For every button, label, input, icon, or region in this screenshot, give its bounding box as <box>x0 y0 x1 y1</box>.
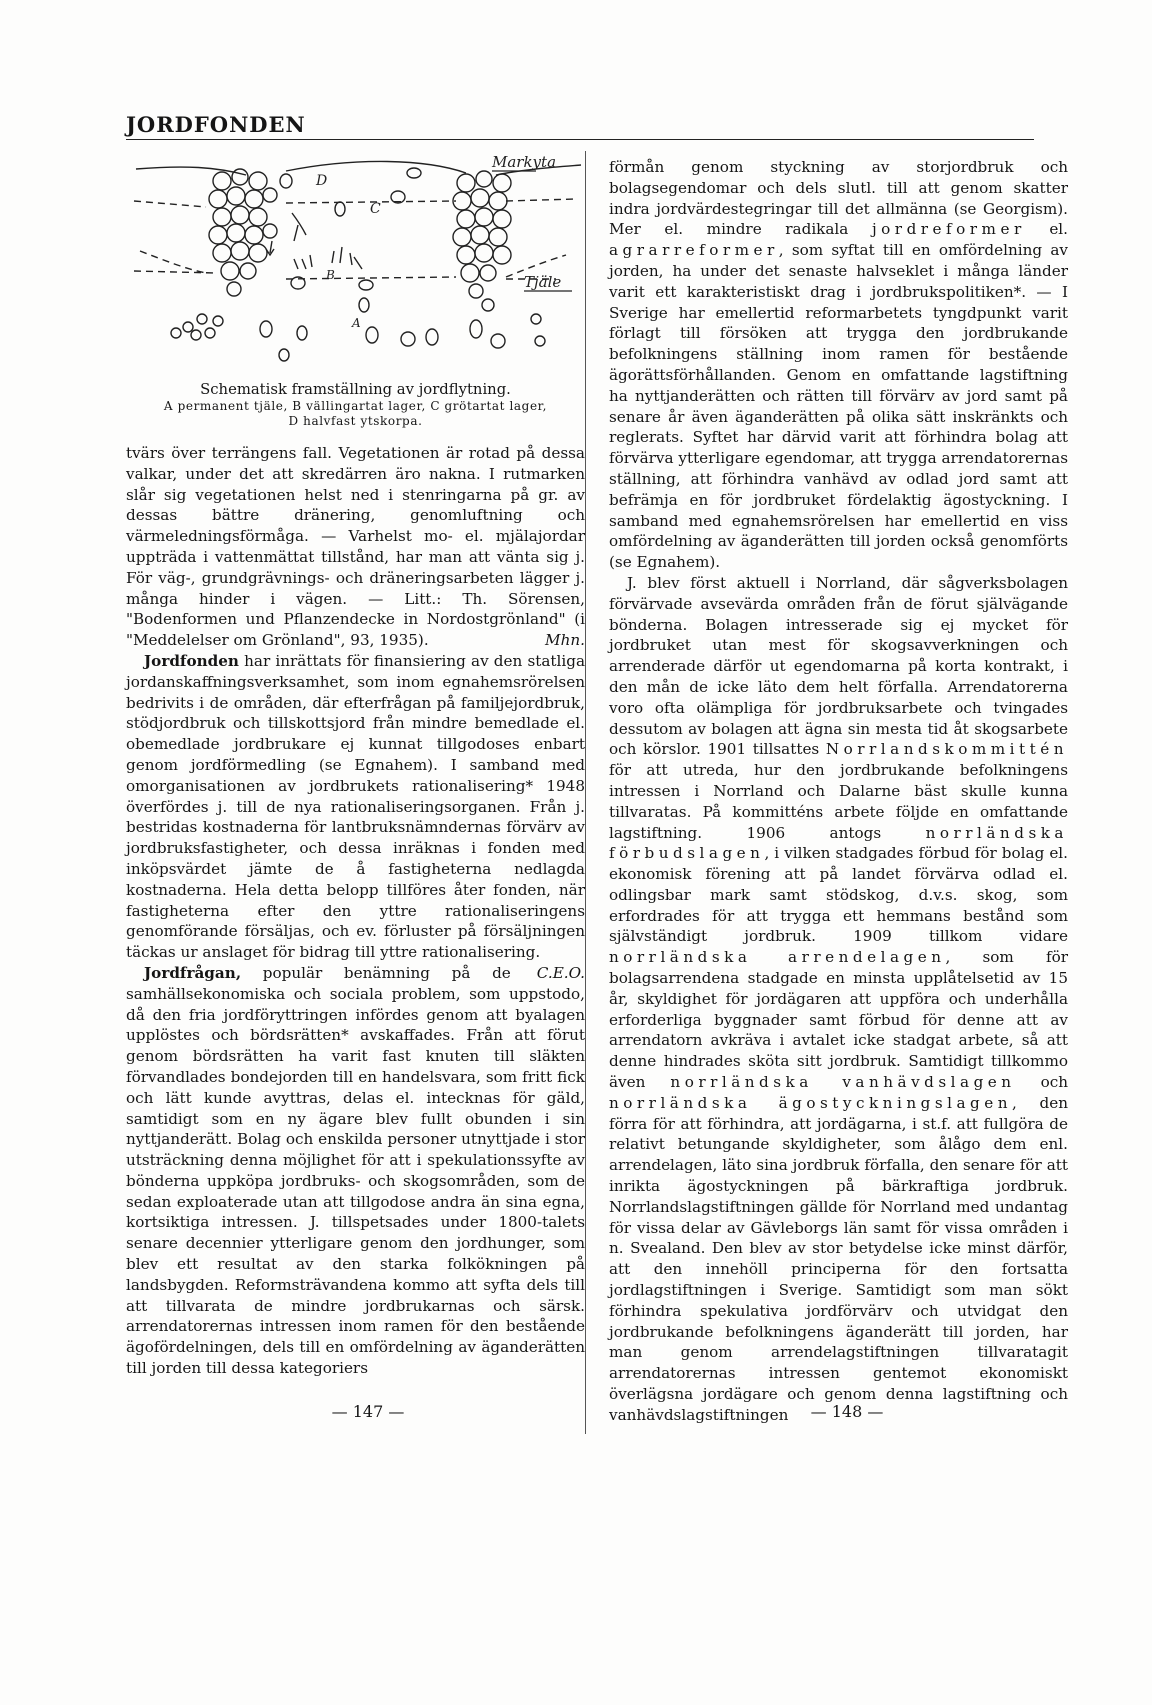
text-segment: J. blev först aktuell i Norrland, där sågverksbolagen förvärvade avsevärda områden från de förut självägande bönderna. Bolagen intresserade sig ej mycket för jordbruket utan mest för skogsavverkningen och arrenderade därför ut egendomarna på korta kontrakt, i den mån de icke läto dem helt förfalla. Arrendatorerna voro ofta olämpliga för jordbruksarbete och tvingades dessutom av bolagen att ägna sin mesta tid åt skogsarbete och körslor. 1901 tillsattes <box>609 573 1068 759</box>
spaced-term: jordreformer <box>871 220 1026 239</box>
spaced-term: Norrlandskommittén <box>825 740 1068 759</box>
jordfonden-title: Jordfonden <box>144 651 239 670</box>
page-number-right: — 148 — <box>810 1402 884 1421</box>
jordflytning-continuation <box>126 443 585 651</box>
jordflytning-figure <box>126 151 585 377</box>
label-markyta: Markyta <box>492 153 557 171</box>
text-segment: , som syftat till en omfördelning av jorden, ha under det senaste halvseklet i många länder varit ett karakteristiskt drag i jordbrukspolitiken*. — I Sverige har emellertid reformarbetets tyngdpunkt varit förlagt till försöken att trygga den jordbrukande befolkningens ställning inom ramen för bestående ägorättsförhållanden. Genom en omfattande lagstiftning ha nyttjanderätten och rätten till förvärv av jord samt på senare år även äganderätten på olika sätt inskränkts och reglerats. Syftet har därvid varit att förhindra bolag att förvärva ytterligare egendomar, att trygga arrendatorernas ställning, att förhindra vanhävd av odlad jord samt att befrämja en för jordbruket fördelaktig ägostyckning. I samband med egnahemsrörelsen har emellertid en viss omfördelning av äganderätten till jorden också genomförts (se Egnahem). <box>609 241 1068 572</box>
running-header: JORDFONDEN <box>126 112 306 137</box>
figure-caption-line-2: D halvfast ytskorpa. <box>288 414 423 428</box>
text-segment: el. <box>1025 220 1068 239</box>
spaced-term: agrarreformer <box>609 241 779 260</box>
text-segment: , den förra för att förhindra, att jordägarna, i st.f. att fullgöra de relativt betungande skyldigheter, som ålågo dem enl. arrendelagen, läto sina jordbruk förfalla, den senare för att inrikta ägostyckningen på bärkraftiga jordbruk. Norrlandslagstiftningen gällde för Norrland med undantag för vissa delar av Gävleborgs län samt för vissa områden i n. Svealand. Den blev av stor betydelse icke minst därför, att den innehöll principerna för den fortsatta jordlagstiftningen i Sverige. Samtidigt som man sökt förhindra spekulativa jordförvärv och utvidgat den jordbrukande befolkningens äganderätt till jorden, har man genom arrendelagstiftningen tillvaratagit arrendatorernas intressen gentemot ekonomiskt överlägsna jordägare och genom denna lagstiftning och vanhävdslagstiftningen <box>609 1093 1068 1424</box>
jordflytning-signature: Mhn. <box>545 631 585 650</box>
jordfragan-continuation-1 <box>609 157 1068 573</box>
text-segment: förmån genom styckning av storjordbruk och bolagsegendomar och dels slutl. till att genom skatter indra jordvärdestegringar till det allmänna (se Georgism). Mer el. mindre radikala <box>609 158 1068 239</box>
figure-caption-title: Schematisk framställning av jordflytning. <box>200 381 511 398</box>
page-number-left: — 147 — <box>331 1402 405 1421</box>
jordfragan-title: Jordfrågan, <box>144 963 242 982</box>
spaced-term: norrländska arrendelagen <box>609 948 946 967</box>
text-segment: , i vilken stadgades förbud för bolag el. ekonomisk förening att på landet förvärva odlad el. odlingsbar mark samt stödskog, d.v.s. skog, som erfordrades för att trygga ett hemmans bestånd som självständigt jordbruk. 1909 tillkom vidare <box>609 844 1068 946</box>
text-segment: för att utreda, hur den jordbrukande befolkningens intressen i Norrland och Dalarne bäst skulle kunna tillvaratas. På kommitténs arbete följde en omfattande lagstiftning. 1906 antogs <box>609 761 1068 842</box>
label-tjale: Tjäle <box>524 273 562 291</box>
jordfragan-entry <box>126 963 585 1379</box>
left-column <box>126 151 585 1379</box>
figure-caption-line-1: A permanent tjäle, B vällingartat lager, C grötartat lager, <box>163 399 548 413</box>
figure-caption-legend <box>126 399 585 429</box>
jordfragan-continuation-2 <box>609 573 1068 1426</box>
label-a: A <box>352 316 361 330</box>
jordflytning-text: tvärs över terrängens fall. Vegetationen är rotad på dessa valkar, under det att skredärren äro nakna. I rutmarken slår sig vegetationen helst ned i stenringarna på gr. av dessas bättre dränering, genomluftning och värmeledningsförmåga. — Varhelst mo- el. mjälajordar uppträda i vattenmättat tillstånd, har man att vänta sig j. För väg-, grundgrävnings- och dräneringsarbeten lägger j. många hinder i vägen. — Litt.: Th. Sörensen, "Bodenformen und Pflanzendecke in Nordostgrönland" (i "Meddelelser om Grönland", 93, 1935). <box>126 444 585 650</box>
text-segment: och <box>1015 1073 1069 1092</box>
jordfonden-text: har inrättats för finansiering av den statliga jordanskaffningsverksamhet, som inom egnahemsrörelsen bedrivits i de områden, där efterfrågan på familjejordbruk, stödjordbruk och tillskottsjord från mindre bemedlade el. obemedlade jordbrukare ej kunnat tillgodoses enbart genom jordförmedling (se Egnahem). I samband med omorganisationen av jordbrukets rationalisering* 1948 överfördes j. till de nya rationaliseringsorganen. Från j. bestridas kostnaderna för lantbruksnämndernas förvärv av jordbruksfastigheter, och dessa inräknas i fonden med inköpsvärdet jämte de å fastigheterna nedlagda kostnaderna. Hela detta belopp tillföres åter fonden, när fastigheterna efter den yttre rationaliseringens genomförande försäljas, och ev. förluster på försäljningen täckas ur anslaget för bidrag till yttre rationalisering. <box>126 651 586 962</box>
jordfragan-text: populär benämning på de samhällsekonomiska och sociala problem, som uppstodo, då den fria jordföryttringen infördes genom att byalagen upplöstes och bördsrätten* avskaffades. Från att förut genom bördsrätten ha varit fast knuten till släkten förvandlades bondejorden till en handelsvara, som fritt fick och lätt kunde avyttras, delas el. intecknas för gäld, samtidigt som en ny ägare blev fullt obunden i sin nyttjanderätt. Bolag och enskilda personer utnyttjade i stor utsträckning denna möjlighet för att i spekulationssyfte av bönderna uppköpa jordbruks- och skogsområden, som de sedan exploaterade utan att tillgodose andra än sina egna, kortsiktiga intressen. J. tillspetsades under 1800-talets senare decennier ytterligare genom den jordhunger, som blev ett resultat av den starka folkökningen på landsbygden. Reformsträvandena kommo att syfta dels till att tillvarata de mindre jordbrukarnas och särsk. arrendatorernas intressen inom ramen för den bestående ägofördelningen, dels till en omfördelning av äganderätten till jorden till dessa kategoriers <box>126 963 585 1378</box>
jordfonden-signature: C.E.O. <box>536 963 585 982</box>
spaced-term: norrländska vanhävdslagen <box>670 1073 1016 1092</box>
column-divider <box>585 151 586 1434</box>
spaced-term: norrländska ägostyckningslagen <box>609 1093 1013 1112</box>
label-b: B <box>326 268 335 282</box>
spaced-term: norrländska förbudslagen <box>609 823 1068 863</box>
header-rule <box>126 139 1034 140</box>
text-segment: , som för bolagsarrendena stadgade en minsta upplåtelsetid av 15 år, skyldighet för jordägaren att uppföra och underhålla erforderliga byggnader samt förbud för denne att av arrendatorn avkräva i avtalet icke stadgat arbete, så att denne hindrades sköta sitt jordbruk. Samtidigt tillkommo även <box>609 948 1068 1092</box>
label-d: D <box>316 173 328 189</box>
right-column <box>609 157 1068 1426</box>
jordflytning-diagram <box>126 151 585 377</box>
label-c: C <box>370 201 381 217</box>
